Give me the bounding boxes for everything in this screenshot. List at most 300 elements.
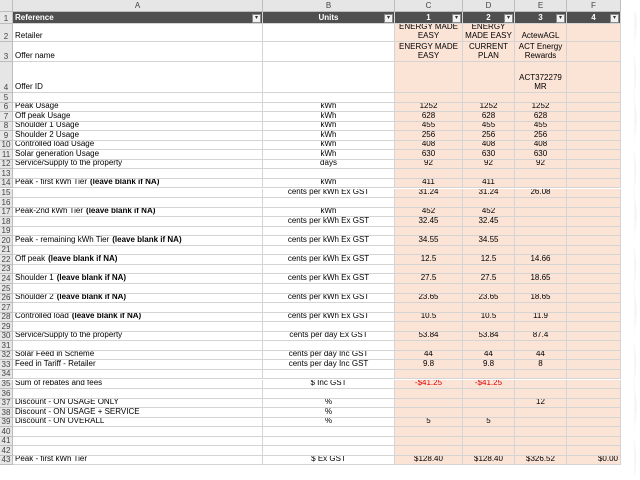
cell-f23[interactable] [567, 265, 621, 275]
cell-e15[interactable] [515, 189, 567, 199]
cell-b17[interactable] [263, 208, 395, 218]
cell-a42[interactable] [13, 446, 263, 456]
cell-a3[interactable] [13, 42, 263, 62]
cell-b11[interactable] [263, 150, 395, 160]
cell-a35[interactable] [13, 380, 263, 390]
cell-d21[interactable] [463, 246, 515, 256]
cell-a37[interactable] [13, 399, 263, 409]
cell-e31[interactable] [515, 341, 567, 351]
cell-a23[interactable] [13, 265, 263, 275]
cell-e2[interactable] [515, 24, 567, 42]
cell-f30[interactable] [567, 332, 621, 342]
cell-c7[interactable] [395, 112, 463, 122]
row-header-37[interactable]: 37 [0, 399, 13, 409]
cell-d25[interactable] [463, 284, 515, 294]
cell-d40[interactable] [463, 427, 515, 437]
column-header-c[interactable]: C [395, 0, 463, 12]
cell-a26[interactable] [13, 294, 263, 304]
cell-a13[interactable] [13, 169, 263, 179]
cell-b20[interactable] [263, 236, 395, 246]
cell-c3[interactable] [395, 42, 463, 62]
cell-c32[interactable] [395, 351, 463, 361]
cell-e22[interactable] [515, 255, 567, 265]
cell-e19[interactable] [515, 227, 567, 237]
cell-c38[interactable] [395, 408, 463, 418]
cell-d9[interactable] [463, 131, 515, 141]
cell-e11[interactable] [515, 150, 567, 160]
cell-d36[interactable] [463, 389, 515, 399]
cell-e39[interactable] [515, 418, 567, 428]
cell-a34[interactable] [13, 370, 263, 380]
cell-f22[interactable] [567, 255, 621, 265]
cell-e4[interactable] [515, 62, 567, 93]
row-header-11[interactable]: 11 [0, 150, 13, 160]
cell-b7[interactable] [263, 112, 395, 122]
cell-b18[interactable] [263, 217, 395, 227]
cell-f4[interactable] [567, 62, 621, 93]
cell-c21[interactable] [395, 246, 463, 256]
cell-f20[interactable] [567, 236, 621, 246]
cell-e12[interactable] [515, 160, 567, 170]
row-header-36[interactable]: 36 [0, 389, 13, 399]
cell-d30[interactable] [463, 332, 515, 342]
cell-d2[interactable] [463, 24, 515, 42]
cell-e25[interactable] [515, 284, 567, 294]
cell-f35[interactable] [567, 380, 621, 390]
cell-a27[interactable] [13, 303, 263, 313]
cell-d12[interactable] [463, 160, 515, 170]
cell-c11[interactable] [395, 150, 463, 160]
cell-d33[interactable] [463, 360, 515, 370]
cell-a41[interactable] [13, 437, 263, 447]
cell-c8[interactable] [395, 122, 463, 132]
cell-e26[interactable] [515, 294, 567, 304]
row-header-31[interactable]: 31 [0, 341, 13, 351]
cell-c24[interactable] [395, 274, 463, 284]
cell-d27[interactable] [463, 303, 515, 313]
cell-e40[interactable] [515, 427, 567, 437]
cell-b28[interactable] [263, 313, 395, 323]
cell-c20[interactable] [395, 236, 463, 246]
cell-f10[interactable] [567, 141, 621, 151]
cell-b13[interactable] [263, 169, 395, 179]
filter-dropdown-icon[interactable]: ▾ [504, 14, 513, 23]
cell-d17[interactable] [463, 208, 515, 218]
cell-f33[interactable] [567, 360, 621, 370]
cell-c37[interactable] [395, 399, 463, 409]
cell-a4[interactable] [13, 62, 263, 93]
cell-c18[interactable] [395, 217, 463, 227]
row-header-10[interactable]: 10 [0, 141, 13, 151]
cell-a38[interactable] [13, 408, 263, 418]
row-header-1[interactable]: 1 [0, 12, 13, 24]
row-header-4[interactable]: 4 [0, 62, 13, 93]
cell-e28[interactable] [515, 313, 567, 323]
cell-b25[interactable] [263, 284, 395, 294]
cell-e10[interactable] [515, 141, 567, 151]
cell-a5[interactable] [13, 93, 263, 103]
cell-b3[interactable] [263, 42, 395, 62]
cell-f43[interactable] [567, 456, 621, 466]
row-header-20[interactable]: 20 [0, 236, 13, 246]
cell-b30[interactable] [263, 332, 395, 342]
cell-f13[interactable] [567, 169, 621, 179]
cell-b15[interactable] [263, 189, 395, 199]
cell-e42[interactable] [515, 446, 567, 456]
row-header-23[interactable]: 23 [0, 265, 13, 275]
header-cell-b[interactable] [263, 12, 395, 24]
cell-a2[interactable] [13, 24, 263, 42]
cell-b24[interactable] [263, 274, 395, 284]
cell-a17[interactable] [13, 208, 263, 218]
row-header-8[interactable]: 8 [0, 122, 13, 132]
cell-a30[interactable] [13, 332, 263, 342]
cell-d43[interactable] [463, 456, 515, 466]
row-header-43[interactable]: 43 [0, 456, 13, 466]
cell-b26[interactable] [263, 294, 395, 304]
cell-d38[interactable] [463, 408, 515, 418]
cell-e33[interactable] [515, 360, 567, 370]
cell-d11[interactable] [463, 150, 515, 160]
cell-a22[interactable] [13, 255, 263, 265]
cell-d19[interactable] [463, 227, 515, 237]
cell-c22[interactable] [395, 255, 463, 265]
cell-a28[interactable] [13, 313, 263, 323]
cell-f21[interactable] [567, 246, 621, 256]
cell-b21[interactable] [263, 246, 395, 256]
cell-a33[interactable] [13, 360, 263, 370]
cell-c43[interactable] [395, 456, 463, 466]
cell-c39[interactable] [395, 418, 463, 428]
cell-b4[interactable] [263, 62, 395, 93]
cell-f2[interactable] [567, 24, 621, 42]
cell-d32[interactable] [463, 351, 515, 361]
cell-c29[interactable] [395, 322, 463, 332]
cell-a43[interactable] [13, 456, 263, 466]
cell-c10[interactable] [395, 141, 463, 151]
cell-f25[interactable] [567, 284, 621, 294]
cell-c9[interactable] [395, 131, 463, 141]
cell-c34[interactable] [395, 370, 463, 380]
cell-e14[interactable] [515, 179, 567, 189]
cell-a16[interactable] [13, 198, 263, 208]
cell-c5[interactable] [395, 93, 463, 103]
cell-d14[interactable] [463, 179, 515, 189]
cell-b8[interactable] [263, 122, 395, 132]
cell-a39[interactable] [13, 418, 263, 428]
row-header-18[interactable]: 18 [0, 217, 13, 227]
row-header-19[interactable]: 19 [0, 227, 13, 237]
cell-e30[interactable] [515, 332, 567, 342]
cell-a8[interactable] [13, 122, 263, 132]
row-header-7[interactable]: 7 [0, 112, 13, 122]
filter-dropdown-icon[interactable]: ▾ [556, 14, 565, 23]
cell-e20[interactable] [515, 236, 567, 246]
cell-a10[interactable] [13, 141, 263, 151]
cell-b27[interactable] [263, 303, 395, 313]
row-header-28[interactable]: 28 [0, 313, 13, 323]
cell-f36[interactable] [567, 389, 621, 399]
cell-b23[interactable] [263, 265, 395, 275]
cell-e43[interactable] [515, 456, 567, 466]
cell-c15[interactable] [395, 189, 463, 199]
cell-b36[interactable] [263, 389, 395, 399]
cell-a19[interactable] [13, 227, 263, 237]
row-header-25[interactable]: 25 [0, 284, 13, 294]
cell-c26[interactable] [395, 294, 463, 304]
cell-e38[interactable] [515, 408, 567, 418]
cell-c30[interactable] [395, 332, 463, 342]
cell-a29[interactable] [13, 322, 263, 332]
cell-e37[interactable] [515, 399, 567, 409]
row-header-41[interactable]: 41 [0, 437, 13, 447]
cell-c42[interactable] [395, 446, 463, 456]
cell-f11[interactable] [567, 150, 621, 160]
cell-d31[interactable] [463, 341, 515, 351]
cell-d4[interactable] [463, 62, 515, 93]
cell-f27[interactable] [567, 303, 621, 313]
column-header-d[interactable]: D [463, 0, 515, 12]
cell-f39[interactable] [567, 418, 621, 428]
cell-d3[interactable] [463, 42, 515, 62]
cell-d37[interactable] [463, 399, 515, 409]
cell-f5[interactable] [567, 93, 621, 103]
cell-c36[interactable] [395, 389, 463, 399]
cell-f26[interactable] [567, 294, 621, 304]
cell-d41[interactable] [463, 437, 515, 447]
cell-b38[interactable] [263, 408, 395, 418]
cell-c31[interactable] [395, 341, 463, 351]
cell-d42[interactable] [463, 446, 515, 456]
cell-d34[interactable] [463, 370, 515, 380]
row-header-27[interactable]: 27 [0, 303, 13, 313]
cell-b31[interactable] [263, 341, 395, 351]
cell-e41[interactable] [515, 437, 567, 447]
cell-c17[interactable] [395, 208, 463, 218]
cell-f16[interactable] [567, 198, 621, 208]
cell-d8[interactable] [463, 122, 515, 132]
row-header-30[interactable]: 30 [0, 332, 13, 342]
row-header-5[interactable]: 5 [0, 93, 13, 103]
cell-c13[interactable] [395, 169, 463, 179]
row-header-29[interactable]: 29 [0, 322, 13, 332]
row-header-13[interactable]: 13 [0, 169, 13, 179]
column-header-b[interactable]: B [263, 0, 395, 12]
cell-d28[interactable] [463, 313, 515, 323]
row-header-34[interactable]: 34 [0, 370, 13, 380]
cell-e13[interactable] [515, 169, 567, 179]
cell-d6[interactable] [463, 103, 515, 113]
cell-e27[interactable] [515, 303, 567, 313]
cell-c27[interactable] [395, 303, 463, 313]
cell-e34[interactable] [515, 370, 567, 380]
cell-f3[interactable] [567, 42, 621, 62]
cell-d10[interactable] [463, 141, 515, 151]
cell-f8[interactable] [567, 122, 621, 132]
cell-d18[interactable] [463, 217, 515, 227]
cell-b37[interactable] [263, 399, 395, 409]
header-cell-a[interactable] [13, 12, 263, 24]
cell-d16[interactable] [463, 198, 515, 208]
cell-d24[interactable] [463, 274, 515, 284]
cell-b35[interactable] [263, 380, 395, 390]
cell-b16[interactable] [263, 198, 395, 208]
cell-a24[interactable] [13, 274, 263, 284]
row-header-3[interactable]: 3 [0, 42, 13, 62]
cell-a7[interactable] [13, 112, 263, 122]
cell-d35[interactable] [463, 380, 515, 390]
filter-dropdown-icon[interactable]: ▾ [252, 14, 261, 23]
row-header-14[interactable]: 14 [0, 179, 13, 189]
cell-d22[interactable] [463, 255, 515, 265]
cell-b19[interactable] [263, 227, 395, 237]
cell-e5[interactable] [515, 93, 567, 103]
cell-b29[interactable] [263, 322, 395, 332]
cell-b40[interactable] [263, 427, 395, 437]
cell-a20[interactable] [13, 236, 263, 246]
cell-d29[interactable] [463, 322, 515, 332]
cell-a18[interactable] [13, 217, 263, 227]
row-header-17[interactable]: 17 [0, 208, 13, 218]
row-header-38[interactable]: 38 [0, 408, 13, 418]
cell-a25[interactable] [13, 284, 263, 294]
cell-e8[interactable] [515, 122, 567, 132]
row-header-2[interactable]: 2 [0, 24, 13, 42]
cell-e21[interactable] [515, 246, 567, 256]
cell-e18[interactable] [515, 217, 567, 227]
cell-f31[interactable] [567, 341, 621, 351]
cell-c40[interactable] [395, 427, 463, 437]
row-header-33[interactable]: 33 [0, 360, 13, 370]
cell-b41[interactable] [263, 437, 395, 447]
cell-f12[interactable] [567, 160, 621, 170]
filter-dropdown-icon[interactable]: ▾ [384, 14, 393, 23]
cell-a21[interactable] [13, 246, 263, 256]
cell-a31[interactable] [13, 341, 263, 351]
cell-d39[interactable] [463, 418, 515, 428]
cell-a11[interactable] [13, 150, 263, 160]
cell-f29[interactable] [567, 322, 621, 332]
cell-c16[interactable] [395, 198, 463, 208]
cell-f6[interactable] [567, 103, 621, 113]
cell-b2[interactable] [263, 24, 395, 42]
cell-e16[interactable] [515, 198, 567, 208]
cell-f28[interactable] [567, 313, 621, 323]
cell-a14[interactable] [13, 179, 263, 189]
row-header-40[interactable]: 40 [0, 427, 13, 437]
cell-e7[interactable] [515, 112, 567, 122]
cell-b39[interactable] [263, 418, 395, 428]
column-header-e[interactable]: E [515, 0, 567, 12]
cell-e3[interactable] [515, 42, 567, 62]
filter-dropdown-icon[interactable]: ▾ [610, 14, 619, 23]
cell-c4[interactable] [395, 62, 463, 93]
cell-c25[interactable] [395, 284, 463, 294]
row-header-42[interactable]: 42 [0, 446, 13, 456]
cell-f19[interactable] [567, 227, 621, 237]
cell-c14[interactable] [395, 179, 463, 189]
row-header-9[interactable]: 9 [0, 131, 13, 141]
row-header-39[interactable]: 39 [0, 418, 13, 428]
cell-d20[interactable] [463, 236, 515, 246]
cell-c35[interactable] [395, 380, 463, 390]
cell-b10[interactable] [263, 141, 395, 151]
cell-b33[interactable] [263, 360, 395, 370]
cell-d7[interactable] [463, 112, 515, 122]
cell-c2[interactable] [395, 24, 463, 42]
cell-b43[interactable] [263, 456, 395, 466]
cell-f40[interactable] [567, 427, 621, 437]
cell-b42[interactable] [263, 446, 395, 456]
cell-a12[interactable] [13, 160, 263, 170]
cell-a40[interactable] [13, 427, 263, 437]
cell-e6[interactable] [515, 103, 567, 113]
filter-dropdown-icon[interactable]: ▾ [452, 14, 461, 23]
cell-f9[interactable] [567, 131, 621, 141]
row-header-32[interactable]: 32 [0, 351, 13, 361]
cell-c23[interactable] [395, 265, 463, 275]
cell-e36[interactable] [515, 389, 567, 399]
cell-c19[interactable] [395, 227, 463, 237]
cell-d26[interactable] [463, 294, 515, 304]
cell-b32[interactable] [263, 351, 395, 361]
cell-f37[interactable] [567, 399, 621, 409]
cell-f14[interactable] [567, 179, 621, 189]
cell-f32[interactable] [567, 351, 621, 361]
column-header-a[interactable]: A [13, 0, 263, 12]
select-all-corner[interactable] [0, 0, 13, 12]
cell-a32[interactable] [13, 351, 263, 361]
cell-f42[interactable] [567, 446, 621, 456]
cell-e24[interactable] [515, 274, 567, 284]
cell-b34[interactable] [263, 370, 395, 380]
cell-e29[interactable] [515, 322, 567, 332]
cell-e9[interactable] [515, 131, 567, 141]
cell-a36[interactable] [13, 389, 263, 399]
row-header-16[interactable]: 16 [0, 198, 13, 208]
cell-a15[interactable] [13, 189, 263, 199]
cell-e17[interactable] [515, 208, 567, 218]
cell-d13[interactable] [463, 169, 515, 179]
cell-b22[interactable] [263, 255, 395, 265]
cell-e23[interactable] [515, 265, 567, 275]
cell-e32[interactable] [515, 351, 567, 361]
cell-b12[interactable] [263, 160, 395, 170]
cell-f7[interactable] [567, 112, 621, 122]
cell-c12[interactable] [395, 160, 463, 170]
cell-f34[interactable] [567, 370, 621, 380]
cell-c33[interactable] [395, 360, 463, 370]
cell-f24[interactable] [567, 274, 621, 284]
cell-c28[interactable] [395, 313, 463, 323]
cell-f38[interactable] [567, 408, 621, 418]
cell-d15[interactable] [463, 189, 515, 199]
row-header-15[interactable]: 15 [0, 189, 13, 199]
cell-e35[interactable] [515, 380, 567, 390]
cell-c6[interactable] [395, 103, 463, 113]
cell-b14[interactable] [263, 179, 395, 189]
row-header-6[interactable]: 6 [0, 103, 13, 113]
cell-f17[interactable] [567, 208, 621, 218]
cell-b9[interactable] [263, 131, 395, 141]
row-header-12[interactable]: 12 [0, 160, 13, 170]
row-header-22[interactable]: 22 [0, 255, 13, 265]
cell-c41[interactable] [395, 437, 463, 447]
row-header-21[interactable]: 21 [0, 246, 13, 256]
cell-f15[interactable] [567, 189, 621, 199]
cell-d5[interactable] [463, 93, 515, 103]
cell-f41[interactable] [567, 437, 621, 447]
